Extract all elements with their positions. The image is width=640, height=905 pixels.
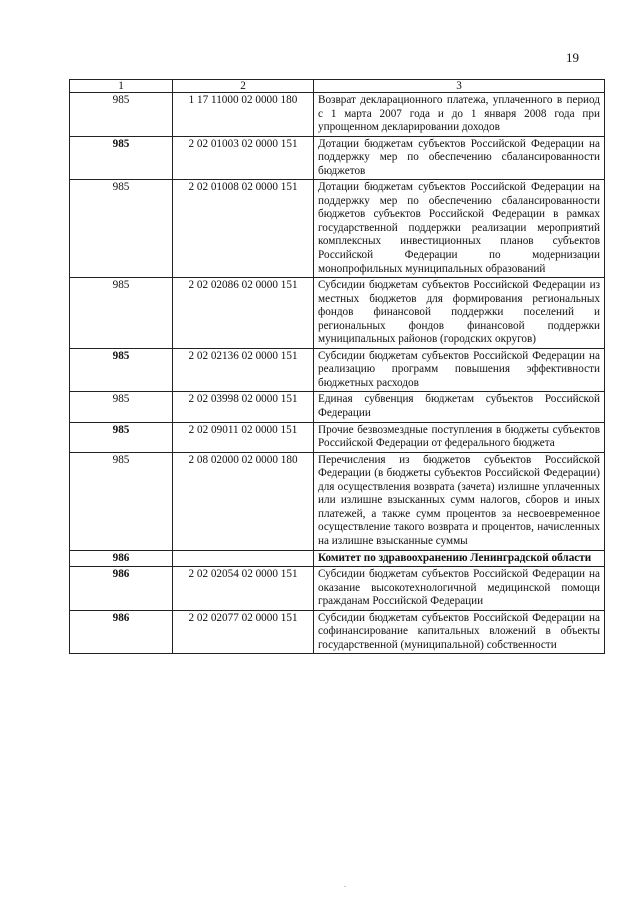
column-header-3: 3 (314, 80, 605, 93)
revenue-name-cell: Дотации бюджетам субъектов Российской Федерации на поддержку мер по обеспечению сбалансированности бюджетов субъектов Российской Федерации в рамках государственной поддержки реализации мероприятий комплексных инвестиционных планов субъектов Российской Федерации по модернизации монопрофильных муниципальных образований (314, 180, 605, 278)
scan-mark: . (344, 880, 346, 889)
table-row (70, 93, 605, 137)
revenue-name-cell: Субсидии бюджетам субъектов Российской Федерации на реализацию программ повышения эффективности бюджетных расходов (314, 348, 605, 392)
page-number: 19 (566, 50, 579, 65)
column-header-2: 2 (173, 80, 314, 93)
revenue-name-cell: Перечисления из бюджетов субъектов Российской Федерации (в бюджеты субъектов Российской Федерации) для осуществления возврата (зачета) излишне уплаченных или излишне взысканных сумм налогов, сборов и иных платежей, а также сумм процентов за несвоевременное осуществление такого возврата и процентов, начисленных на излишне взысканные суммы (314, 452, 605, 550)
budget-code-cell: 2 02 02136 02 0000 151 (173, 348, 314, 392)
admin-code-cell: 986 (70, 567, 173, 611)
admin-code-cell: 986 (70, 610, 173, 654)
admin-code-cell: 985 (70, 136, 173, 180)
revenue-name-cell: Дотации бюджетам субъектов Российской Федерации на поддержку мер по обеспечению сбалансированности бюджетов (314, 136, 605, 180)
admin-code-cell: 985 (70, 422, 173, 452)
table-row (70, 422, 605, 452)
admin-code-cell: 985 (70, 452, 173, 550)
table-row (70, 348, 605, 392)
budget-code-cell: 2 02 02086 02 0000 151 (173, 278, 314, 349)
table-row (70, 567, 605, 611)
admin-code-cell: 985 (70, 348, 173, 392)
budget-code-cell: 2 02 03998 02 0000 151 (173, 392, 314, 422)
revenue-name-cell: Субсидии бюджетам субъектов Российской Федерации из местных бюджетов для формирования региональных фондов финансовой поддержки поселений и региональных фондов финансовой поддержки муниципальных районов (городских округов) (314, 278, 605, 349)
table-row (70, 180, 605, 278)
revenue-name-cell: Комитет по здравоохранению Ленинградской области (314, 550, 605, 567)
table-row (70, 452, 605, 550)
admin-code-cell: 985 (70, 278, 173, 349)
budget-code-cell: 2 08 02000 02 0000 180 (173, 452, 314, 550)
table-row (70, 278, 605, 349)
revenue-name-cell: Субсидии бюджетам субъектов Российской Федерации на софинансирование капитальных вложений в объекты государственной (муниципальной) собственности (314, 610, 605, 654)
revenue-name-cell: Возврат декларационного платежа, уплаченного в период с 1 марта 2007 года и до 1 января 2008 года при упрощенном декларировании доходов (314, 93, 605, 137)
table-row (70, 610, 605, 654)
revenue-name-cell: Прочие безвозмездные поступления в бюджеты субъектов Российской Федерации от федерального бюджета (314, 422, 605, 452)
admin-code-cell: 985 (70, 392, 173, 422)
admin-code-cell: 986 (70, 550, 173, 567)
budget-codes-table (69, 79, 605, 654)
table-header-row (70, 80, 605, 93)
budget-code-cell: 2 02 09011 02 0000 151 (173, 422, 314, 452)
budget-code-cell: 1 17 11000 02 0000 180 (173, 93, 314, 137)
budget-code-cell (173, 550, 314, 567)
admin-code-cell: 985 (70, 180, 173, 278)
admin-code-cell: 985 (70, 93, 173, 137)
column-header-1: 1 (70, 80, 173, 93)
budget-code-cell: 2 02 02054 02 0000 151 (173, 567, 314, 611)
budget-code-cell: 2 02 01003 02 0000 151 (173, 136, 314, 180)
revenue-name-cell: Единая субвенция бюджетам субъектов Российской Федерации (314, 392, 605, 422)
table-row (70, 136, 605, 180)
budget-code-cell: 2 02 01008 02 0000 151 (173, 180, 314, 278)
budget-code-cell: 2 02 02077 02 0000 151 (173, 610, 314, 654)
table-row (70, 392, 605, 422)
table-row (70, 550, 605, 567)
revenue-name-cell: Субсидии бюджетам субъектов Российской Федерации на оказание высокотехнологичной медицинской помощи гражданам Российской Федерации (314, 567, 605, 611)
